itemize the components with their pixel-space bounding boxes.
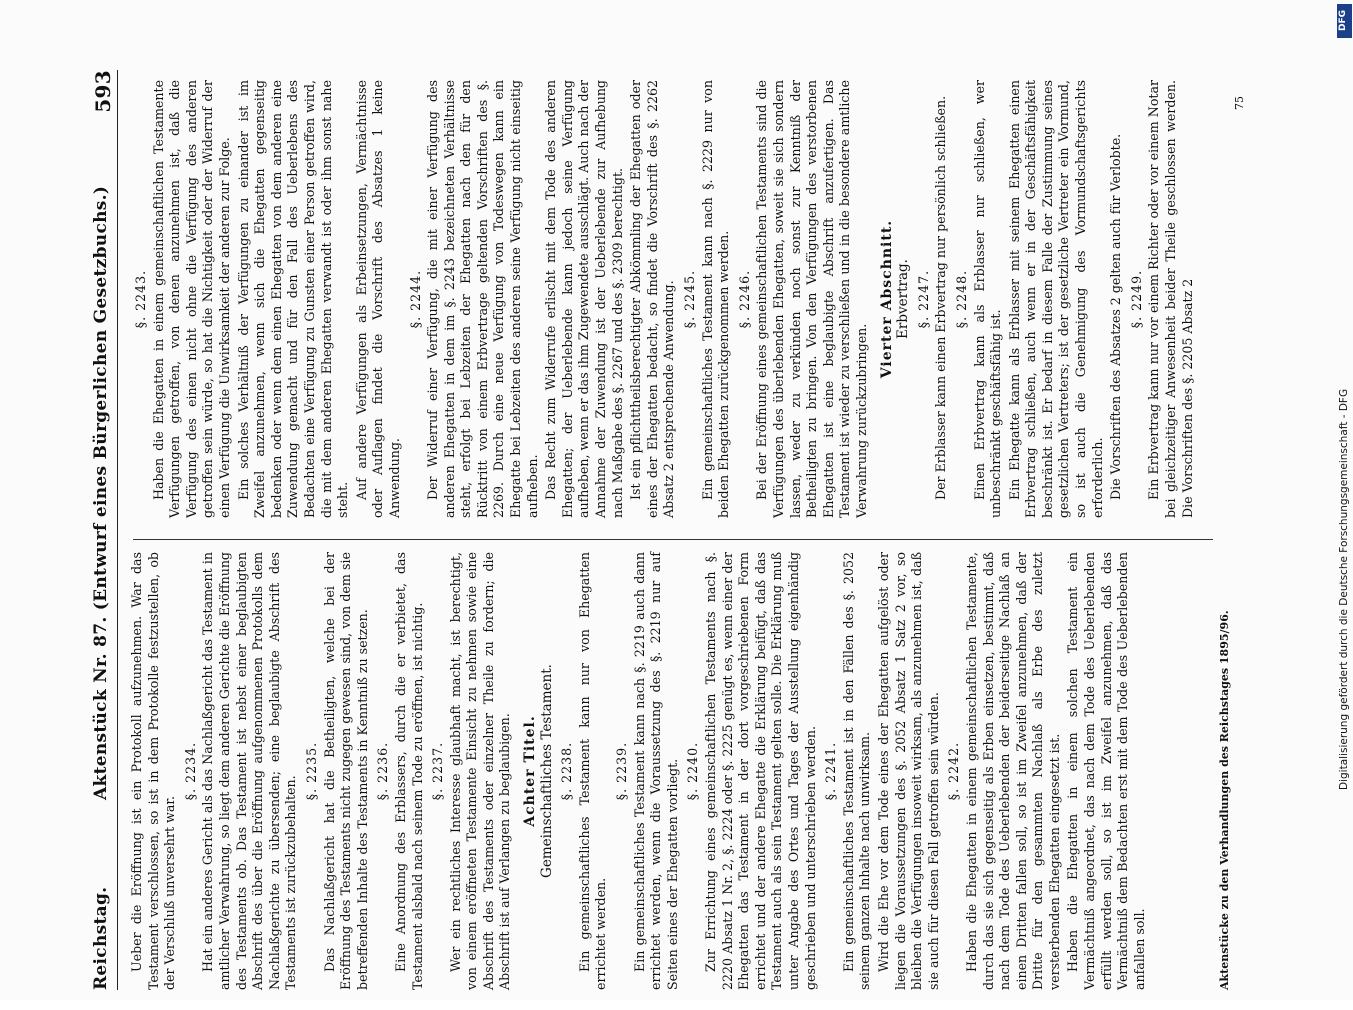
paragraph: Ein gemeinschaftliches Testament ist in den Fällen des §. 2052 seinem ganzen Inhalte nach unwirksam. [840,552,873,990]
chapter-subtitle: Erbvertrag. [895,259,912,339]
chapter-subtitle: Gemeinschaftliches Testament. [538,664,555,878]
paragraph: Ein gemeinschaftliches Testament kann nur von Ehegatten errichtet werden. [576,552,609,990]
section-heading: §. 2249. [1128,269,1144,329]
paragraph: Ist ein pflichttheilsberechtigter Abkömmling der Ehegatten oder eines der Ehegatten bedacht, so findet die Vorschrift des §. 2262 Absatz 2 entsprechende Anwendung. [628,80,677,518]
funding-notice: Digitalisierung gefördert durch die Deutsche Forschungsgemeinschaft - DFG [1338,388,1350,790]
chapter-title: Achter Titel. [522,715,539,827]
section-heading: §. 2238. [559,741,575,801]
section-heading: §. 2243. [133,269,148,329]
paragraph: Auf andere Verfügungen als Erbeinsetzungen, Vermächtnisse oder Auflagen findet die Vorschrift des Absatzes 1 keine Anwendung. [353,80,402,518]
section-heading: §. 2235. [303,741,319,801]
document-page [73,50,1298,1010]
left-column [129,552,1150,990]
chapter-title: Vierter Abschnitt. [878,219,895,379]
paragraph: Der Erblasser kann einen Erbvertrag nur persönlich schließen. [933,95,949,500]
section-heading: §. 2246. [736,269,752,329]
section-heading: §. 2236. [375,741,391,801]
paragraph: Das Nachlaßgericht hat die Betheiligten, welche bei der Eröffnung des Testaments nicht zugegen gewesen sind, von dem sie betreffenden Inhalte des Testaments in Kenntniß zu setzen. [321,552,370,990]
section-heading: §. 2245. [682,269,697,329]
paragraph: Ein gemeinschaftliches Testament kann nach §. 2219 auch dann errichtet werden, wenn die Voraussetzung des §. 2219 nur auf Seiten eines der Ehegatten vorliegt. [631,552,680,990]
paragraph: Haben die Ehegatten in einem solchen Testament ein Vermächtniß angeordnet, das nach dem Tode des Ueberlebenden erfüllt werden soll, so ist im Zweifel anzunehmen, daß das Vermächtniß dem Bedachten erst mit dem Tode des Ueberlebenden anfallen soll. [1065,552,1147,990]
dfg-logo-text: DFG [1338,9,1348,31]
paragraph: Die Vorschriften des Absatzes 2 gelten auch für Verlobte. [1108,133,1124,500]
section-heading: §. 2241. [823,741,839,801]
signature-mark: 75 [1233,96,1246,110]
paragraph: Zur Errichtung eines gemeinschaftlichen Testaments nach §. 2220 Absatz 1 Nr. 2, §. 2224 oder §. 2225 genügt es, wenn einer der Ehegatten das Testament in der dort vorgeschriebenen Form errichtet und der andere Ehegatte die Erklärung beifügt, daß das Testament auch als sein Testament gelten solle. Die Erklärung muß unter Angabe des Ortes und Tages der Ausstellung eigenhändig geschrieben und unterschrieben werden. [703,552,818,990]
section-heading: §. 2248. [953,269,969,329]
section-heading: §. 2237. [430,741,446,801]
footer-note: Aktenstücke zu den Verhandlungen des Reichstages 1895/96. [1218,610,1231,990]
paragraph: Ueber die Eröffnung ist ein Protokoll aufzunehmen. War das Testament verschlossen, so ist in dem Protokolle festzustellen, ob der Verschluß unversehrt war. [129,552,178,990]
section-heading: §. 2242. [946,741,962,801]
section-heading: §. 2240. [685,741,701,801]
digitization-sidebar [1330,0,1352,1000]
right-column [129,80,1198,518]
paragraph: Bei der Eröffnung eines gemeinschaftlichen Testaments sind die Verfügungen des überlebenden Ehegatten, soweit sie sich sondern lassen, weder zu verkünden noch sonst zur Kenntniß der Betheiligten zu bringen. Von den Verfügungen des verstorbenen Ehegatten ist eine beglaubigte Abschrift anzufertigen. Das Testament ist wieder zu verschließen und in die besondere amtliche Verwahrung zurückzubringen. [754,80,869,518]
section-heading: §. 2244. [407,269,423,329]
paragraph: Haben die Ehegatten in einem gemeinschaftlichen Testamente, durch das sie sich gegenseitig als Erben einsetzen, bestimmt, daß nach dem Tode des Ueberlebenden der beiderseitige Nachlaß an einen Dritten fallen soll, so ist im Zweifel anzunehmen, daß der Dritte für den gesammten Nachlaß als Erbe des zuletzt versterbenden Ehegatten eingesetzt ist. [963,552,1062,990]
page-header [91,70,118,990]
paragraph: Das Recht zum Widerrufe erlischt mit dem Tode des anderen Ehegatten; der Ueberlebende kann jedoch seine Verfügung aufheben, wenn er das ihm Zugewendete ausschlägt. Auch nach der Annahme der Zuwendung ist der Ueberlebende zur Aufhebung nach Maßgabe des §. 2267 und des §. 2309 berechtigt. [543,80,625,518]
paragraph: Hat ein anderes Gericht als das Nachlaßgericht das Testament in amtlicher Verwahrung, so liegt dem anderen Gerichte die Eröffnung des Testaments ob. Das Testament ist nebst einer beglaubigten Abschrift des über die Eröffnung aufgenommenen Protokolls dem Nachlaßgerichte zu übersenden; eine beglaubigte Abschrift des Testaments ist zurückzubehalten. [200,552,299,990]
paragraph: Wer ein rechtliches Interesse glaubhaft macht, ist berechtigt, von einem eröffneten Testamente Einsicht zu nehmen sowie eine Abschrift des Testaments oder einzelner Theile zu fordern; die Abschrift ist auf Verlangen zu beglaubigen. [447,552,513,990]
paragraph: Einen Erbvertrag kann als Erblasser nur schließen, wer unbeschränkt geschäftsfähig ist. [971,80,1004,518]
header-left: Reichstag. [91,886,111,990]
paragraph: Haben die Ehegatten in einem gemeinschaftlichen Testamente Verfügungen getroffen, von denen anzunehmen ist, daß die Verfügung des einen nicht ohne die Verfügung des anderen getroffen sein würde, so hat die Nichtigkeit oder der Widerruf der einen Verfügung die Unwirksamkeit der anderen zur Folge. [150,80,232,518]
paragraph: Ein Ehegatte kann als Erblasser mit seinem Ehegatten einen Erbvertrag schließen, auch wenn er in der Geschäftsfähigkeit beschränkt ist. Er bedarf in diesem Falle der Zustimmung seines gesetzlichen Vertreters; ist der gesetzliche Vertreter ein Vormund, so ist auch die Genehmigung des Vormundschaftsgerichts erforderlich. [1006,80,1105,518]
paragraph: Ein Erbvertrag kann nur vor einem Richter oder vor einem Notar bei gleichzeitiger Anwesenheit beider Theile geschlossen werden. Die Vorschriften des §. 2205 Absatz 2 [1146,80,1195,518]
paragraph: Der Widerruf einer Verfügung, die mit einer Verfügung des anderen Ehegatten in dem im §. 2243 bezeichneten Verhältnisse steht, erfolgt bei Lebzeiten der Ehegatten nach den für den Rücktritt von einem Erbvertrage geltenden Vorschriften des §. 2269. Durch eine neue Verfügung von Todeswegen kann ein Ehegatte bei Lebzeiten des anderen seine Verfügung nicht einseitig aufheben. [425,80,540,518]
dfg-logo-icon [1337,4,1352,38]
column-divider [133,539,1213,540]
section-heading: §. 2239. [614,741,630,801]
section-heading: §. 2234. [182,741,198,801]
section-heading: §. 2247. [915,269,931,329]
paragraph: Wird die Ehe vor dem Tode eines der Ehegatten aufgelöst oder liegen die Voraussetzungen des §. 2052 Absatz 1 Satz 2 vor, so bleiben die Verfügungen insoweit wirksam, als anzunehmen ist, daß sie auch für diesen Fall getroffen sein würden. [875,552,941,990]
paragraph: Ein gemeinschaftliches Testament kann nach §. 2229 nur von beiden Ehegatten zurückgenommen werden. [699,80,732,518]
paragraph: Ein solches Verhältniß der Verfügungen zu einander ist im Zweifel anzunehmen, wenn sich die Ehegatten gegenseitig bedenken oder wenn dem einen Ehegatten von dem anderen eine Zuwendung gemacht und für den Fall des Ueberlebens des Bedachten eine Verfügung zu Gunsten einer Person getroffen wird, die mit dem anderen Ehegatten verwandt ist oder ihm sonst nahe steht. [235,80,351,518]
header-title: Aktenstück Nr. 87. (Entwurf eines Bürgerlichen Gesetzbuchs.) [91,185,111,800]
paragraph: Eine Anordnung des Erblassers, durch die er verbietet, das Testament alsbald nach seinem Tode zu eröffnen, ist nichtig. [392,552,425,990]
page-number: 593 [91,70,115,113]
